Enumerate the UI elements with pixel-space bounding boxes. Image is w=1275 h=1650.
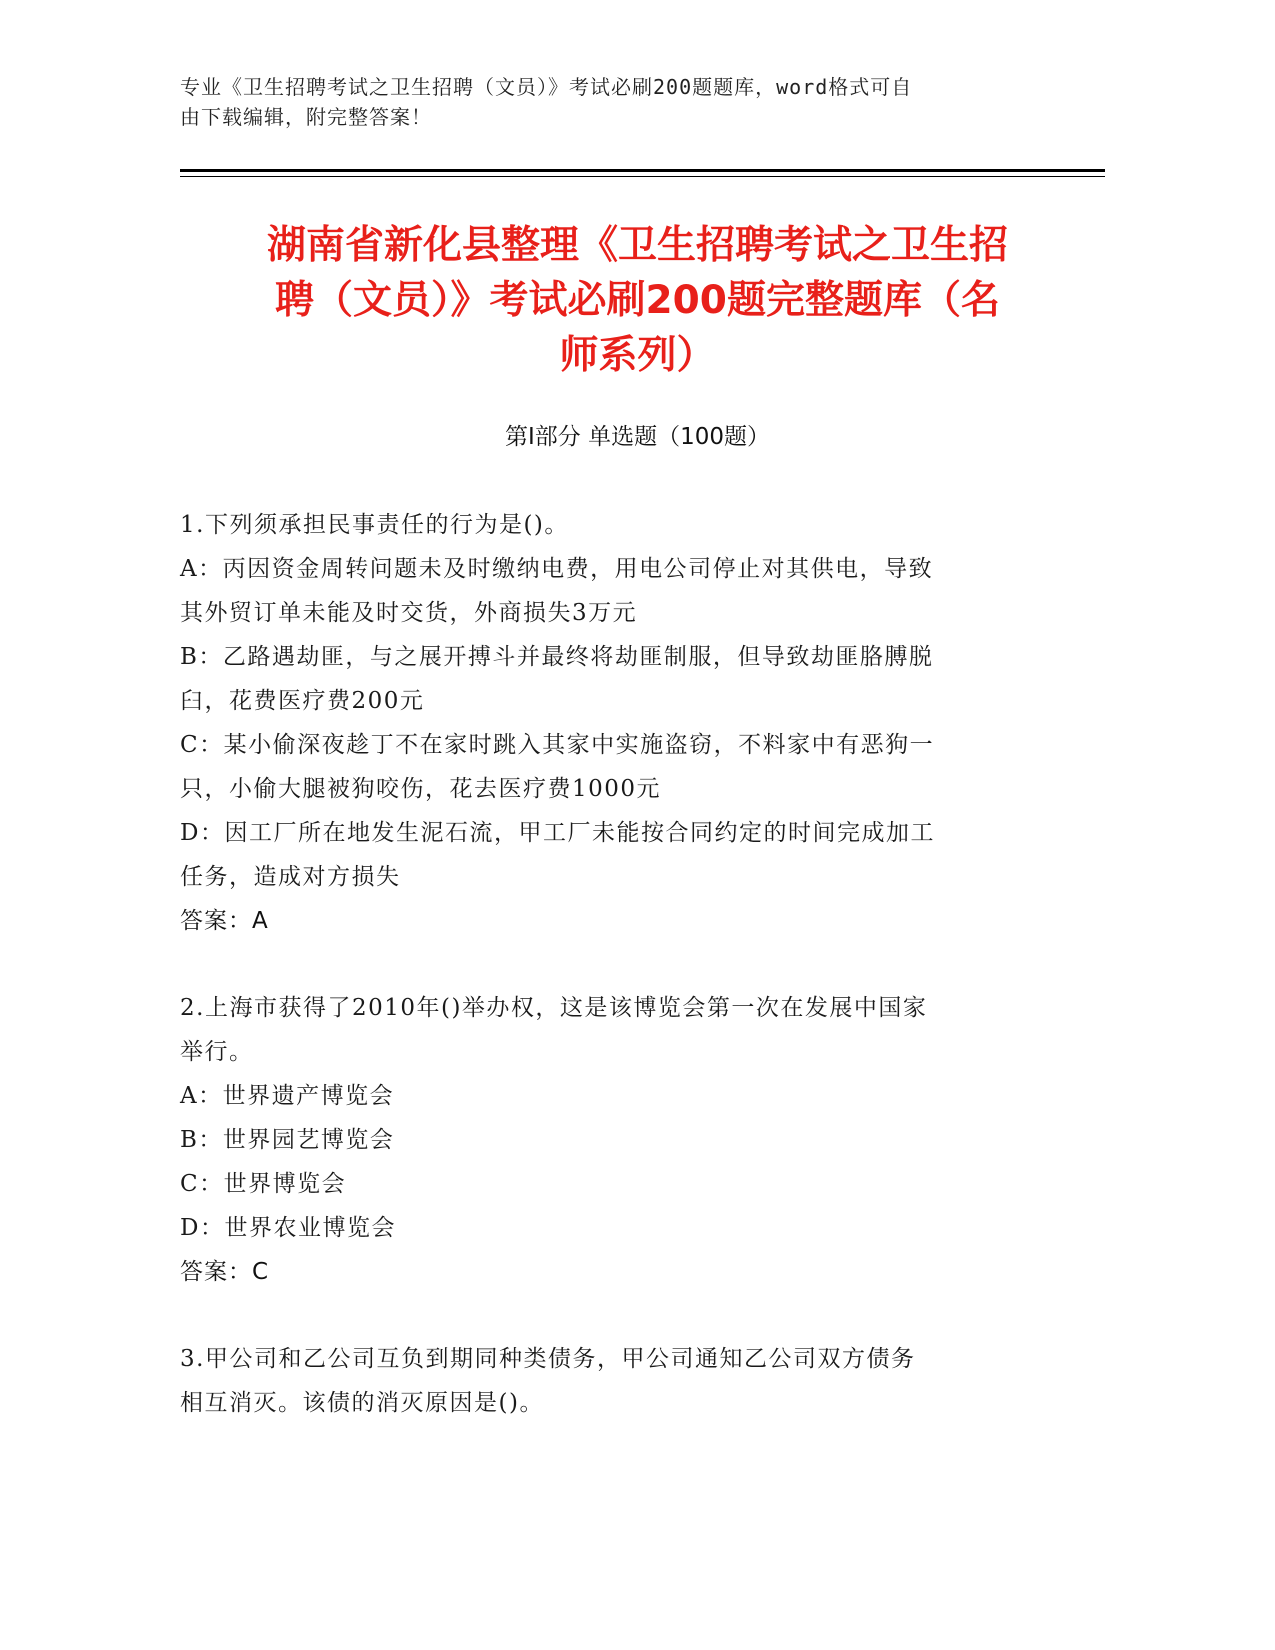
header-note xyxy=(180,72,1040,132)
document-title xyxy=(160,218,1115,383)
question-stem: 3.甲公司和乙公司互负到期同种类债务，甲公司通知乙公司双方债务 xyxy=(180,1346,916,1372)
option-a: A：世界遗产博览会 xyxy=(180,1083,395,1109)
document-title-line: 湖南省新化县整理《卫生招聘考试之卫生招 xyxy=(266,223,1008,268)
header-divider-thick xyxy=(180,169,1105,172)
answer-label: 答案：A xyxy=(180,908,269,934)
document-title-line: 聘（文员）》考试必刷200题完整题库（名 xyxy=(275,278,1000,323)
question-2 xyxy=(180,986,1040,1294)
option-a-line2: 其外贸订单未能及时交货，外商损失3万元 xyxy=(180,600,638,626)
header-note-line: 由下载编辑，附完整答案！ xyxy=(180,105,432,129)
option-c-line1: C：某小偷深夜趁丁不在家时跳入其家中实施盗窃，不料家中有恶狗一 xyxy=(180,732,935,758)
question-stem: 1.下列须承担民事责任的行为是()。 xyxy=(180,512,569,538)
question-stem: 2.上海市获得了2010年()举办权，这是该博览会第一次在发展中国家 xyxy=(180,995,928,1021)
option-b-line2: 臼，花费医疗费200元 xyxy=(180,688,425,714)
option-d-line2: 任务，造成对方损失 xyxy=(180,864,401,890)
option-d-line1: D：因工厂所在地发生泥石流，甲工厂未能按合同约定的时间完成加工 xyxy=(180,820,935,846)
option-a-line1: A：丙因资金周转问题未及时缴纳电费，用电公司停止对其供电，导致 xyxy=(180,556,934,582)
answer-label: 答案：C xyxy=(180,1259,270,1285)
question-stem-cont: 相互消灭。该债的消灭原因是()。 xyxy=(180,1390,544,1416)
option-b: B：世界园艺博览会 xyxy=(180,1127,395,1153)
option-d: D：世界农业博览会 xyxy=(180,1215,396,1241)
header-note-line: 专业《卫生招聘考试之卫生招聘（文员）》考试必刷200题题库，word格式可自 xyxy=(180,75,913,99)
option-c: C：世界博览会 xyxy=(180,1171,347,1197)
question-stem-cont: 举行。 xyxy=(180,1039,254,1065)
option-b-line1: B：乙路遇劫匪，与之展开搏斗并最终将劫匪制服，但导致劫匪胳膊脱 xyxy=(180,644,934,670)
question-list xyxy=(180,503,1040,1468)
section-title: 第Ⅰ部分 单选题（100题） xyxy=(505,424,770,450)
document-title-line: 师系列） xyxy=(559,333,716,378)
option-c-line2: 只，小偷大腿被狗咬伤，花去医疗费1000元 xyxy=(180,776,662,802)
question-1 xyxy=(180,503,1040,943)
question-3 xyxy=(180,1337,1040,1425)
header-divider-thin xyxy=(180,176,1105,177)
